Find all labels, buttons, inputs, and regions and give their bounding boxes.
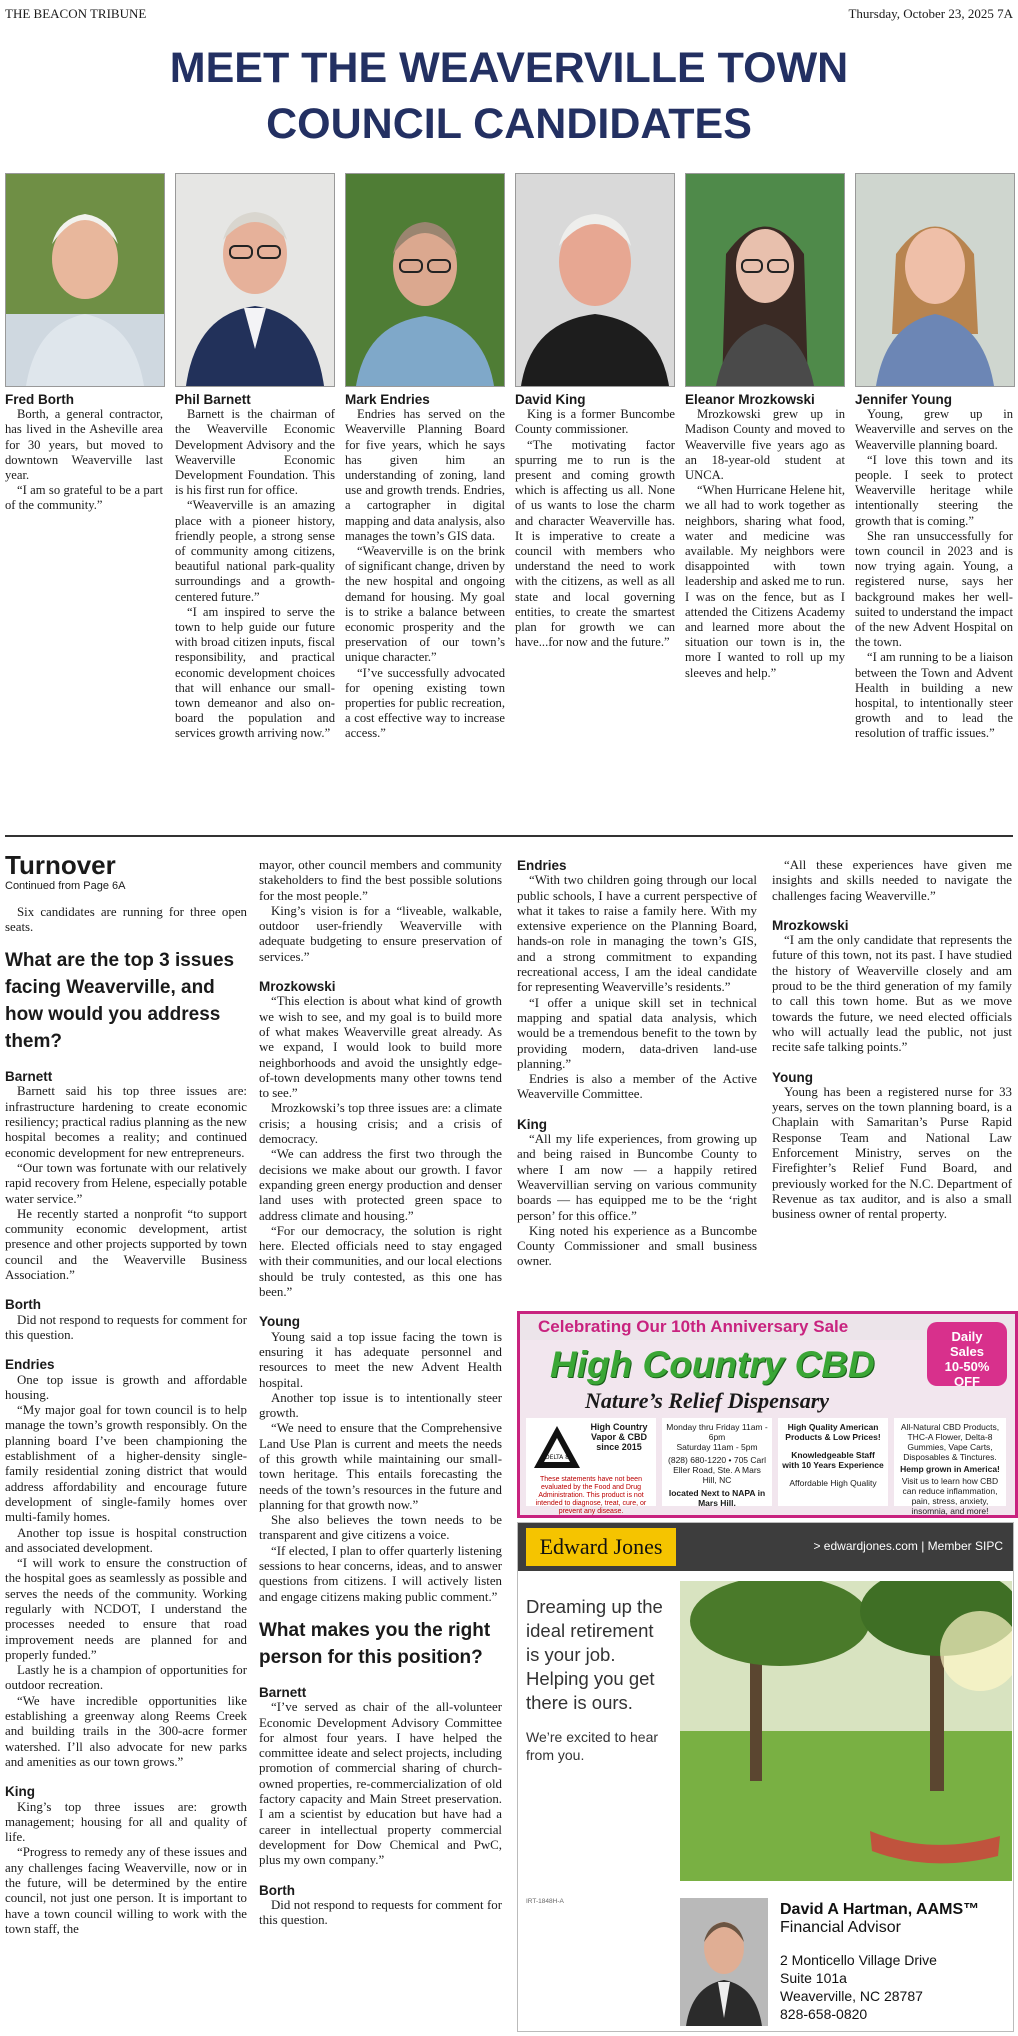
photo-phil-barnett xyxy=(175,173,335,387)
article-paragraph: “All my life experiences, from growing up and being raised in Buncombe County to where I am now — a happily retired Weavervillian serving on various community boards — has equipped me to be the ‘right person’ for this office.” xyxy=(517,1132,757,1223)
article-paragraph: “We need to ensure that the Comprehensive Land Use Plan is current and meets the needs of this growth while maintaining our small-town heritage. This entails forecasting the needs of the town’s resources in the future and planning for that growth now.” xyxy=(259,1421,502,1512)
cbd-staff: Knowledgeable Staff with 10 Years Experience xyxy=(782,1450,884,1470)
article-paragraph: mayor, other council members and community stakeholders to find the best possible solutions for the most people.” xyxy=(259,858,502,903)
article-paragraph: Mrozkowski’s top three issues are: a climate crisis; a housing crisis; and a crisis of democracy. xyxy=(259,1101,502,1147)
advisor-address-3: Weaverville, NC 28787 xyxy=(780,1988,923,2004)
column-3-body xyxy=(517,858,757,1270)
bio-phil-barnett xyxy=(175,392,335,742)
hours-weekday: Monday thru Friday 11am - 6pm xyxy=(666,1422,768,1442)
question-1-heading: What are the top 3 issues facing Weaverville, and how would you address them? xyxy=(5,950,235,1053)
speaker-subhead: Young xyxy=(259,1314,300,1330)
photo-david-king xyxy=(515,173,675,387)
column-2-body-b xyxy=(259,1685,502,1928)
article-paragraph: He recently started a nonprofit “to support community economic development, artist presence and other projects supported by town council and the Weaverville Business Association.” xyxy=(5,1206,247,1283)
cbd-hemp: Hemp grown in America! xyxy=(900,1464,1000,1474)
article-paragraph: “If elected, I plan to offer quarterly listening sessions to hear concerns, ideas, and to answer questions from citizens. I will actively listen and engage citizens making public comment.” xyxy=(259,1543,502,1604)
bio-paragraph: Mrozkowski grew up in Madison County and moved to Weaverville five years ago as an 18-year-old student at UNCA. xyxy=(685,407,845,483)
cbd-location: located Next to NAPA in Mars Hill. xyxy=(668,1488,766,1508)
article-intro: Six candidates are running for three open seats. xyxy=(5,904,247,934)
svg-text:DELTA 8: DELTA 8 xyxy=(545,1454,569,1461)
speaker-subhead: Borth xyxy=(5,1297,41,1313)
photo-fred-borth xyxy=(5,173,165,387)
article-paragraph: Endries is also a member of the Active Weaverville Committee. xyxy=(517,1072,757,1102)
article-paragraph: “I offer a unique skill set in technical mapping and spatial data analysis, which would be a tremendous benefit to the town by providing modern, data-driven land-use planning.” xyxy=(517,995,757,1071)
article-paragraph: Did not respond to requests for comment for this question. xyxy=(5,1312,247,1342)
article-paragraph: “I will work to ensure the construction of the hospital goes as seamlessly as possible and serves the needs of the community. Working regularly with NCDOT, I understand the processes needed to ensure that road improvement needs are planned for and properly funded.” xyxy=(5,1556,247,1662)
speaker-subhead: Young xyxy=(772,1069,813,1085)
photo-eleanor-mrozkowski xyxy=(685,173,845,387)
cbd-advertisement xyxy=(517,1311,1018,1518)
badge-line: OFF xyxy=(954,1374,980,1389)
article-paragraph: King noted his experience as a Buncombe County Commissioner and small business owner. xyxy=(517,1223,757,1269)
article-paragraph: King’s top three issues are: growth management; housing for all and quality of life. xyxy=(5,1799,247,1845)
article-paragraph: Young said a top issue facing the town is ensuring it has adequate personnel and resources to meet the new Advent Health hospital. xyxy=(259,1329,502,1390)
article-paragraph: “My major goal for town council is to help manage the town’s growth responsibly. On the planning board I’ve been championing the establishment of a higher-density single-family residential zoning district that would address affordability and encourage future development of single-family homes over multi-family homes. xyxy=(5,1403,247,1525)
bio-name: Jennifer Young xyxy=(855,392,953,407)
bio-name: David King xyxy=(515,392,586,407)
article-column-3 xyxy=(517,858,757,1270)
bio-paragraph: Borth, a general contractor, has lived in the Asheville area for 30 years, but moved to downtown Weaverville last year. xyxy=(5,407,163,483)
article-column-4 xyxy=(772,858,1012,1223)
bio-paragraph: She ran unsuccessfully for town council in 2023 and is now trying again. Young, a registered nurse, says her background makes her well-suited to understand the impact of the new Advent Hospital on the town. xyxy=(855,528,1013,650)
bio-jennifer-young xyxy=(855,392,1013,742)
cbd-quality: Affordable High Quality xyxy=(789,1478,877,1488)
continued-line: Continued from Page 6A xyxy=(5,880,126,893)
sale-badge xyxy=(927,1322,1007,1389)
column-4-body xyxy=(772,858,1012,1223)
photo-jennifer-young xyxy=(855,173,1015,387)
bio-mark-endries xyxy=(345,392,505,742)
hours-saturday: Saturday 11am - 5pm xyxy=(676,1442,758,1452)
article-paragraph: King’s vision is for a “liveable, walkable, outdoor user-friendly Weaverville with adequate budgeting to ensure preservation of services.” xyxy=(259,903,502,964)
article-paragraph: “This election is about what kind of growth we wish to see, and my goal is to build more of what makes Weaverville great already. As we expand, I would look to build more neighborhoods and avoid the unsightly edge-of-town developments many other towns tend to see.” xyxy=(259,994,502,1101)
speaker-subhead: King xyxy=(5,1784,35,1800)
article-paragraph: “Our town was fortunate with our relatively rapid recovery from Helene, especially potable water service.” xyxy=(5,1160,247,1206)
edward-jones-logo: Edward Jones xyxy=(526,1528,676,1566)
bio-fred-borth xyxy=(5,392,163,514)
article-title: Turnover xyxy=(5,850,116,880)
speaker-subhead: Barnett xyxy=(5,1069,53,1085)
bio-paragraph: Young, grew up in Weaverville and serves on the Weaverville planning board. xyxy=(855,407,1013,452)
article-column-2 xyxy=(259,858,502,1928)
ej-headline: Dreaming up the ideal retirement is your job. Helping you get there is ours. xyxy=(526,1596,663,1713)
photo-mark-endries xyxy=(345,173,505,387)
speaker-subhead: Mrozkowski xyxy=(259,979,336,995)
bio-paragraph: “I’ve successfully advocated for opening existing town properties for public recreation, a cost effective way to increase access.” xyxy=(345,665,505,741)
article-paragraph: “All these experiences have given me insights and skills needed to navigate the challenges facing Weaverville.” xyxy=(772,858,1012,903)
cbd-disclaimer: These statements have not been evaluated by the Food and Drug Administration. This product is not intended to diagnose, treat, cure, or prevent any disease. xyxy=(535,1476,647,1515)
cbd-tagline: Nature’s Relief Dispensary xyxy=(585,1388,830,1413)
cbd-brand: High Country CBD xyxy=(550,1344,875,1385)
article-paragraph: Barnett said his top three issues are: infrastructure hardening to create economic resiliency; practical radius planning as the new hospital becomes a reality; and continued economic development for new entrepreneurs. xyxy=(5,1084,247,1160)
advisor-title: Financial Advisor xyxy=(780,1919,901,1936)
speaker-subhead: Mrozkowski xyxy=(772,917,849,933)
article-paragraph: “With two children going through our local public schools, I have a current perspective of what it takes to raise a family here. With my extensive experience on the Planning Board, hands-on role in managing the town’s GIS, and a strong commitment to expanding recreational access, I am the ideal candidate for representing Weaverville’s residents.” xyxy=(517,873,757,995)
bio-name: Fred Borth xyxy=(5,392,74,407)
badge-line: Daily xyxy=(951,1329,983,1344)
bio-eleanor-mrozkowski xyxy=(685,392,845,681)
speaker-subhead: Barnett xyxy=(259,1684,307,1700)
question-2-heading: What makes you the right person for this position? xyxy=(259,1619,491,1668)
article-paragraph: “Progress to remedy any of these issues and any challenges facing Weaverville, now or in the future, will be determined by the entire council, not just one person. It is important to have a town council willing to work with the town staff, the xyxy=(5,1845,247,1936)
ej-url[interactable]: > edwardjones.com | Member SIPC xyxy=(813,1539,1003,1553)
bio-paragraph: “I am inspired to serve the town to help guide our future with broad citizen inputs, fiscal responsibility, and practical economic development choices that will enhance our small-town demeanor and also on-board the population and services growth arriving now.” xyxy=(175,604,335,741)
article-paragraph: “For our democracy, the solution is right here. Elected officials need to stay engaged with their communities, and our local elections should be truly contested, as this one has been.” xyxy=(259,1223,502,1300)
bio-paragraph: “Weaverville is an amazing place with a pioneer history, friendly people, a strong sense of community among citizens, beautiful national park-quality surroundings and a growth-centered future.” xyxy=(175,498,335,604)
article-paragraph: “We can address the first two through the decisions we make about our growth. I favor expanding green energy production and denser land uses with protected green space to address climate and housing.” xyxy=(259,1147,502,1223)
speaker-subhead: King xyxy=(517,1116,547,1132)
article-paragraph: One top issue is growth and affordable housing. xyxy=(5,1372,247,1402)
article-paragraph: Lastly he is a champion of opportunities for outdoor recreation. xyxy=(5,1663,247,1693)
masthead xyxy=(5,6,1013,26)
article-paragraph: Another top issue is hospital construction and associated development. xyxy=(5,1525,247,1555)
bio-paragraph: “The motivating factor spurring me to run is the present and coming growth which is affecting us all. None of us wants to lose the charm and character Weaverville has. It is imperative to create a council with members who understand the need to work with the citizens, as well as all state and local governing entities, to create the smartest plan for growth we can have...for now and the future.” xyxy=(515,437,675,650)
ad-banner: Celebrating Our 10th Anniversary Sale xyxy=(520,1314,1015,1340)
bio-paragraph: “When Hurricane Helene hit, we all had to work together as neighbors, sharing what food, water and medicine was available. My neighbors were disappointed with town leadership and asked me to run. I was on the fence, but as I attended the Citizens Academy and learned more about the situation our town is in, the more I wanted to roll up my sleeves and help.” xyxy=(685,483,845,680)
advisor-address-2: Suite 101a xyxy=(780,1970,847,1986)
cbd-since: High Country Vapor & CBD since 2015 xyxy=(590,1422,648,1452)
article-paragraph: Young has been a registered nurse for 33 years, serves on the town planning board, is a Chaplain with Samaritan’s Purse Rapid Response Team and National Law Enforcement Ministry, serves on the Firefighter’s Relief Fund Board, and previously worked for the N.C. Department of Revenue as tax auditor, and is also a small business owner of rental property. xyxy=(772,1084,1012,1222)
cbd-products: High Quality American Products & Low Prices! xyxy=(785,1422,881,1442)
cbd-box-2 xyxy=(662,1418,772,1506)
article-paragraph: She also believes the town needs to be transparent and give citizens a voice. xyxy=(259,1513,502,1543)
page-headline xyxy=(0,40,1018,152)
bio-paragraph: Endries has served on the Weaverville Planning Board for five years, which he says has given him an understanding of zoning, land use and growth trends. Endries, a cartographer in digital mapping and data analysis, also manages the town’s GIS data. xyxy=(345,407,505,543)
cbd-benefits: Visit us to learn how CBD can reduce inflammation, pain, stress, anxiety, insomnia, and more! xyxy=(901,1476,999,1516)
column-1-body xyxy=(5,1069,247,1937)
article-paragraph: Another top issue is to intentionally steer growth. xyxy=(259,1390,502,1421)
ej-ad-code: IRT-1848H-A xyxy=(526,1898,564,1905)
ej-subtext: We’re excited to hear from you. xyxy=(526,1729,659,1763)
article-paragraph: “We have incredible opportunities like establishing a greenway along Reems Creek and building trails in the 300-acre former watershed. I’ll also advocate for new parks and amenities as our town grows.” xyxy=(5,1693,247,1769)
bio-name: Mark Endries xyxy=(345,392,430,407)
bio-paragraph: Barnett is the chairman of the Weaverville Economic Development Advisory and the Weaverville Economic Development Foundation. This is his first run for office. xyxy=(175,407,335,498)
cbd-product-list: All-Natural CBD Products, THC-A Flower, Delta-8 Gummies, Vape Carts, Disposables & Tinctures. xyxy=(900,1422,1000,1462)
bio-name: Eleanor Mrozkowski xyxy=(685,392,815,407)
article-paragraph: Did not respond to requests for comment for this question. xyxy=(259,1897,502,1928)
ej-header-bar xyxy=(518,1523,1013,1571)
article-paragraph: “I’ve served as chair of the all-volunteer Economic Development Advisory Committee for almost four years. I have helped the committee ideate and select projects, including promotion of commercial sharing of church-owned properties, re-commercialization of old factory capacity and Main Street preservation. I am a scientist by education but have had a career in intellectual property commercial development for Dow Chemical and PwC, plus my own company.” xyxy=(259,1700,502,1868)
cbd-phone: (828) 680-1220 • 705 Carl Eller Road, Ste. A Mars Hill, NC xyxy=(668,1455,766,1485)
cbd-box-4 xyxy=(894,1418,1006,1516)
bio-david-king xyxy=(515,392,675,650)
candidate-photos xyxy=(5,173,1013,385)
bio-paragraph: King is a former Buncombe County commissioner. xyxy=(515,407,675,437)
speaker-subhead: Endries xyxy=(517,858,567,873)
article-paragraph: “I am the only candidate that represents the future of this town, not its past. I have studied the history of Weaverville closely and am proud to be the third generation of my family to call this town home. But as we move towards the future, we need elected officials who will actually lead the public, not just recite safe talking points.” xyxy=(772,933,1012,1055)
cbd-box-3 xyxy=(778,1418,888,1506)
column-2-body xyxy=(259,858,502,1605)
issue-date: Thursday, October 23, 2025 7A xyxy=(848,6,1013,21)
headline-line-1: MEET THE WEAVERVILLE TOWN xyxy=(169,44,849,92)
bio-paragraph: “I am running to be a liaison between the Town and Advent Health in building a new hospital, to intentionally steer growth and to lead the resolution of traffic issues.” xyxy=(855,650,1013,741)
hammock-photo xyxy=(680,1581,1012,1881)
bio-name: Phil Barnett xyxy=(175,392,251,407)
advisor-phone[interactable]: 828-658-0820 xyxy=(780,2006,868,2022)
bio-paragraph: “Weaverville is on the brink of significant change, driven by the new hospital and ongoing demand for housing. My goal is to strike a balance between economic prosperity and the preservation of our town’s unique character.” xyxy=(345,544,505,665)
advisor-address-1: 2 Monticello Village Drive xyxy=(780,1952,937,1968)
section-divider xyxy=(5,835,1013,837)
paper-name: THE BEACON TRIBUNE xyxy=(5,6,147,21)
edward-jones-advertisement xyxy=(517,1522,1014,2032)
bio-paragraph: “I am so grateful to be a part of the community.” xyxy=(5,483,163,513)
headline-line-2: COUNCIL CANDIDATES xyxy=(266,100,752,148)
badge-line: 10-50% xyxy=(944,1359,990,1374)
advisor-name: David A Hartman, AAMS™ xyxy=(780,1901,980,1918)
badge-line: Sales xyxy=(950,1344,984,1359)
bio-paragraph: “I love this town and its people. I seek to protect Weaverville heritage while intentionally steering the growth that is coming.” xyxy=(855,452,1013,528)
advisor-contact xyxy=(780,1901,1005,2023)
speaker-subhead: Endries xyxy=(5,1357,55,1373)
cbd-box-1 xyxy=(526,1418,656,1515)
article-column-1 xyxy=(5,850,247,1937)
advisor-portrait xyxy=(680,1898,768,2026)
speaker-subhead: Borth xyxy=(259,1882,295,1898)
delta-8-icon xyxy=(532,1424,582,1470)
